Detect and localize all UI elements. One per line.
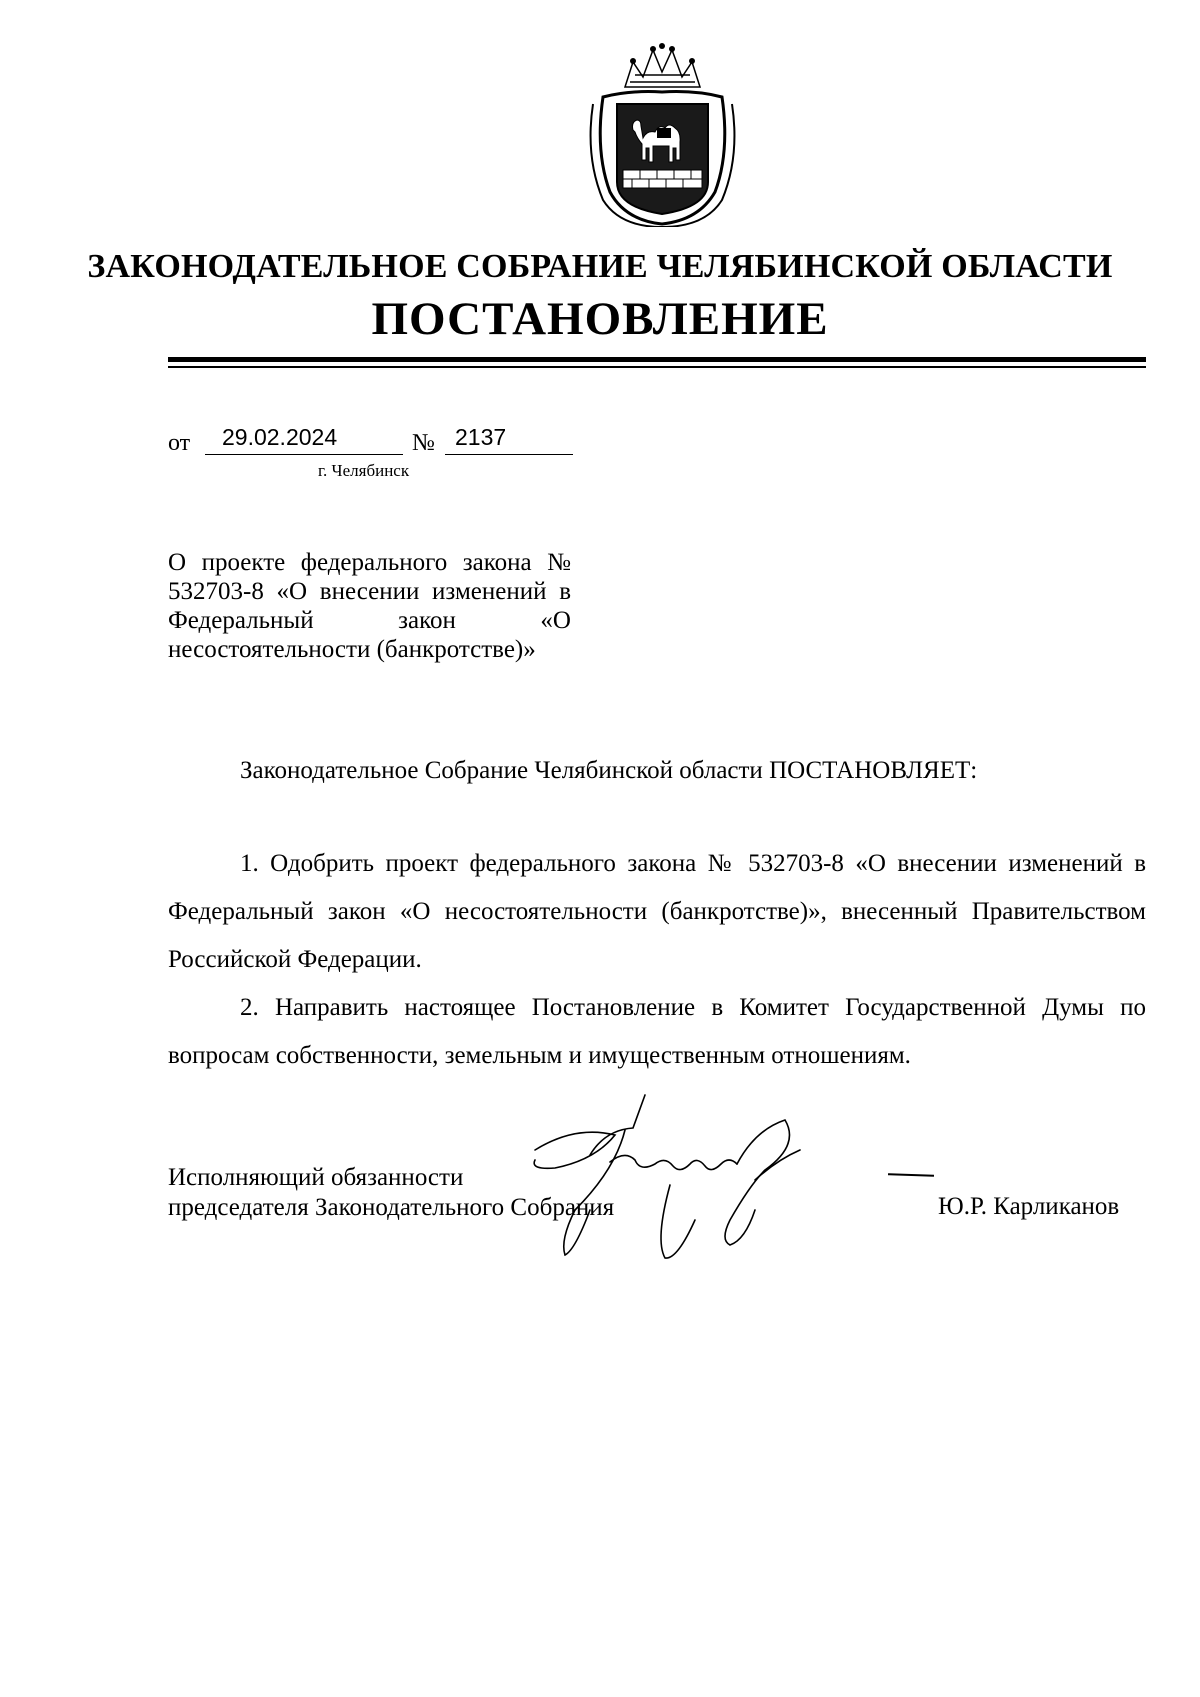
resolution-statement: Законодательное Собрание Челябинской области ПОСТАНОВЛЯЕТ: [240, 757, 978, 784]
handwritten-signature-icon [515, 1090, 935, 1275]
document-number: 2137 [455, 424, 507, 450]
date-label: от [168, 430, 191, 456]
signatory-title-line-2: председателя Законодательного Собрания [168, 1194, 615, 1221]
city-label: г. Челябинск [318, 461, 410, 480]
organization-heading: ЗАКОНОДАТЕЛЬНОЕ СОБРАНИЕ ЧЕЛЯБИНСКОЙ ОБЛАСТИ [87, 248, 1113, 285]
date-underline [205, 454, 403, 455]
document-type-title: ПОСТАНОВЛЕНИЕ [371, 293, 829, 345]
paragraph-2: 2. Направить настоящее Постановление в Комитет Государственной Думы по вопросам собственности, земельным и имущественным отношениям. [168, 994, 1146, 1069]
document-subject: О проекте федерального закона № 532703-8 «О внесении изменений в Федеральный закон «О несостоятельности (банкротстве)» [168, 549, 571, 663]
signatory-title-line-1: Исполняющий обязанности [168, 1164, 464, 1191]
paragraph-1: 1. Одобрить проект федерального закона № 532703-8 «О внесении изменений в Федеральный закон «О несостоятельности (банкротстве)», внесенный Правительством Российской Федерации. [168, 850, 1146, 973]
number-label: № [412, 430, 435, 456]
signatory-name: Ю.Р. Карликанов [938, 1193, 1120, 1220]
header-rule-thin [168, 366, 1146, 368]
document-date: 29.02.2024 [222, 424, 338, 450]
header-rule-thick [168, 357, 1146, 362]
coat-of-arms-emblem-icon [585, 42, 740, 227]
number-underline [445, 454, 573, 455]
